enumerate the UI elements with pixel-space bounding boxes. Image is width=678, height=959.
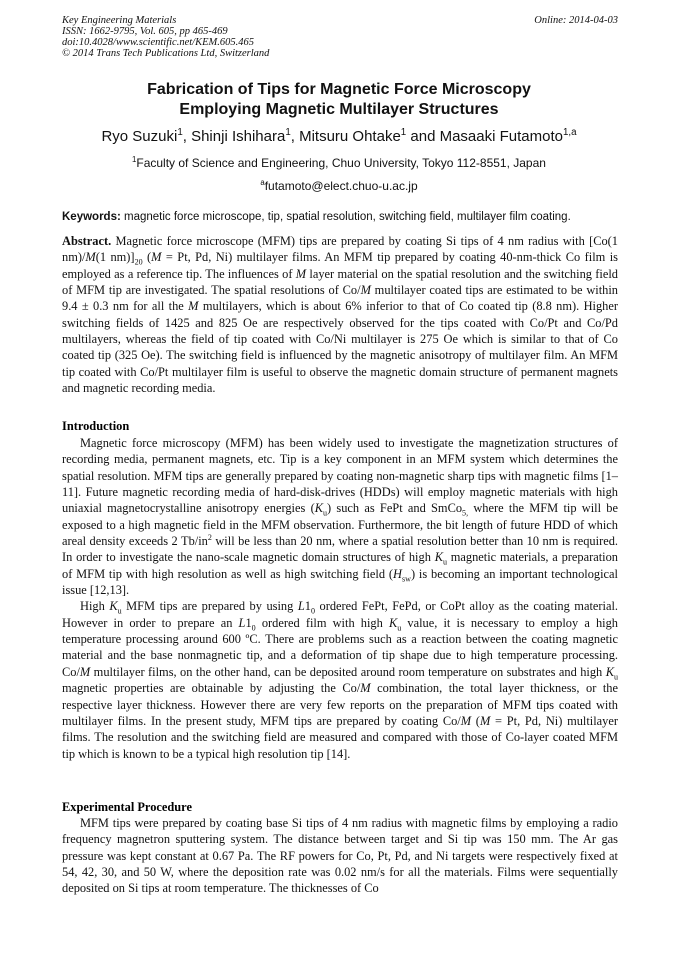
body-text: ) is becoming an important technological issue [12,13]. (62, 566, 618, 598)
subscript: u (613, 672, 618, 682)
author-name: Ryo Suzuki (101, 128, 178, 145)
body-text: ) such as FePt and SmCo (327, 501, 463, 516)
body-text: High (80, 599, 110, 614)
section-heading-experimental: Experimental Procedure (62, 800, 192, 814)
subscript: u (442, 557, 447, 567)
affiliation-mark: 1 (132, 155, 137, 164)
body-text: ordered FePt, FePd, or CoPt alloy as the coating material. However in order to prepare an (62, 599, 618, 630)
abstract-label: Abstract. (62, 234, 112, 248)
journal-name: Key Engineering Materials (62, 15, 177, 26)
journal-copyright: © 2014 Trans Tech Publications Ltd, Switzerland (62, 48, 270, 59)
subscript: 0 (310, 606, 315, 616)
symbol-m: M (295, 266, 307, 281)
symbol-m: M (360, 283, 371, 298)
subscript: u (322, 508, 327, 518)
email-mark: a (260, 178, 265, 187)
subscript: 20 (134, 257, 143, 267)
body-text: will be less than 20 nm, where a spatial resolution better than 10 nm is required. In order to investigate the nano-scale magnetic domain structures of high (62, 534, 618, 565)
intro-paragraph-2 (62, 598, 618, 761)
author-name: , Mitsuru Ohtake (290, 128, 401, 145)
body-text: ( (471, 713, 480, 728)
abstract-text: multilayers, which is about 6% inferior to that of Co coated tip (8.8 nm). Higher switching fields of 1425 and 825 Oe are respectively observed for the tips coated with Co/Pt and Co/Pd multilayers, whereas the field of tip coated with Co/Ni multilayer is 275 Oe which is similar to that of Co coated tip (325 Oe). The switching field is influenced by the magnetic anisotropy of multilayer film. An MFM tip coated with Co/Pt multilayer film is useful to observe the magnetic domain structure of permanent magnets and magnetic recording media. (62, 299, 619, 396)
body-text: magnetic properties are obtainable by adjusting the Co/ (62, 681, 361, 696)
keywords (62, 210, 618, 225)
online-date: Online: 2014-04-03 (534, 15, 618, 26)
superscript: 2 (207, 532, 212, 542)
symbol-k: K (605, 664, 614, 679)
email-address[interactable]: futamoto@elect.chuo-u.ac.jp (264, 179, 418, 193)
keywords-text: magnetic force microscope, tip, spatial resolution, switching field, multilayer film coating. (120, 211, 571, 223)
symbol-k: K (388, 615, 398, 630)
symbol-k: K (434, 550, 443, 565)
author-name: and Masaaki Futamoto (406, 128, 563, 145)
symbol-m: M (79, 664, 91, 679)
symbol-m: M (479, 713, 491, 728)
body-text: where the MFM tip will be exposed to a high magnetic field in the MFM observation. Furthermore, the bit length of future HDD of which areal density exceeds 2 Tb/in (62, 501, 618, 549)
section-heading-introduction: Introduction (62, 419, 130, 433)
subscript: u (117, 606, 122, 616)
author-name: , Shinji Ishihara (182, 128, 286, 145)
body-text: magnetic materials, a preparation of MFM tip with high resolution as well as high switching field ( (62, 550, 618, 581)
body-text: multilayer films, on the other hand, can be deposited around room temperature on substrates and high (90, 664, 606, 679)
abstract-text: multilayer coated tips are estimated to be within 9.4 ± 0.3 nm for all the (62, 283, 619, 314)
body-text: combination, the total layer thickness, or the respective layer thickness. However there are very few reports on the preparation of MFM tips coated with multilayer films. In the present study, MFM tips are prepared by coating Co/ (62, 681, 618, 728)
body-text: = Pt, Pd, Ni) multilayer films. The resolution and the switching field are measured and compared with those of Co-layer coated MFM tip which is known to be a typical high resolution tip [14]. (62, 713, 618, 761)
body-text: ordered film with high (255, 615, 389, 630)
symbol-h: H (393, 566, 402, 581)
author-affil-mark: 1 (285, 127, 291, 138)
author-affil-mark: 1 (400, 127, 407, 138)
symbol-m: M (460, 713, 472, 728)
symbol-m: M (151, 250, 162, 265)
journal-issn: ISSN: 1662-9795, Vol. 605, pp 465-469 (62, 26, 228, 37)
experimental-procedure (62, 815, 618, 897)
body-text: MFM tips are prepared by using (121, 599, 298, 614)
author-affil-mark: 1,a (562, 127, 577, 138)
abstract-text: = Pt, Pd, Ni) multilayer films. An MFM tip prepared by coating 40-nm-thick Co film is employed as a reference tip. The influences of (62, 250, 618, 281)
body-text: value, it is necessary to employ a high temperature processing around 600 ºC. There are problems such as a reaction between the coating magnetic material and the base nonmagnetic tip, and a deformation of tip shape due to high temperature processing. Co/ (62, 615, 618, 679)
journal-header (62, 15, 618, 59)
introduction (62, 435, 618, 762)
body-text: 1 (304, 599, 311, 614)
symbol-k: K (109, 599, 118, 614)
title-line-2: Employing Magnetic Multilayer Structures (179, 101, 499, 118)
body-text: 1 (245, 615, 252, 630)
keywords-label: Keywords: (62, 211, 121, 223)
subscript: u (397, 623, 402, 633)
intro-paragraph-1 (62, 435, 618, 598)
abstract-text: layer material on the spatial resolution and the switching field of MFM tip are investigated. The spatial resolutions of Co/ (62, 266, 618, 298)
subscript: 5, (462, 508, 469, 518)
symbol-m: M (85, 250, 96, 265)
abstract-text: (1 nm)] (95, 250, 135, 265)
symbol-m: M (188, 299, 199, 314)
paper-title (0, 80, 678, 120)
subscript: 0 (251, 623, 256, 633)
experimental-paragraph: MFM tips were prepared by coating base Si tips of 4 nm radius with magnetic films by employing a radio frequency magnetron sputtering system. The distance between target and Si tip was 150 mm. The Ar gas pressure was kept constant at 0.67 Pa. The RF powers for Co, Pt, Pd, and Ni targets were respectively fixed at 54, 42, 30, and 50 W, where the deposition rate was 0.02 nm/s for all the materials. Films were sequentially deposited on Si tips at room temperature. The thicknesses of Co (62, 816, 618, 896)
journal-doi: doi:10.4028/www.scientific.net/KEM.605.465 (62, 37, 254, 48)
author-list (0, 128, 678, 146)
abstract-paragraph (62, 233, 618, 396)
abstract-text: ( (142, 250, 152, 265)
affiliation (0, 156, 678, 171)
symbol-k: K (314, 501, 323, 516)
body-text: Magnetic force microscopy (MFM) has been widely used to investigate the magnetization structures of recording media, permanent magnets, etc. Tip is a key component in an MFM system which determines the spatial resolution. MFM tips are generally prepared by coating non-magnetic sharp tips with magnetic films [1–11]. Future magnetic recording media of hard-disk-drives (HDDs) will employ magnetic materials with high uniaxial magnetocrystalline anisotropy energies ( (62, 436, 618, 516)
symbol-m: M (360, 681, 371, 696)
title-line-1: Fabrication of Tips for Magnetic Force Microscopy (147, 81, 531, 98)
symbol-l: L (238, 615, 246, 630)
abstract (62, 233, 618, 396)
email (0, 179, 678, 194)
symbol-l: L (297, 599, 305, 614)
subscript: sw (401, 574, 411, 584)
author-affil-mark: 1 (177, 127, 183, 138)
affiliation-text: Faculty of Science and Engineering, Chuo University, Tokyo 112-8551, Japan (136, 156, 546, 170)
abstract-text: Magnetic force microscope (MFM) tips are prepared by coating Si tips of 4 nm radius with [Co(1 nm)/ (62, 234, 618, 265)
